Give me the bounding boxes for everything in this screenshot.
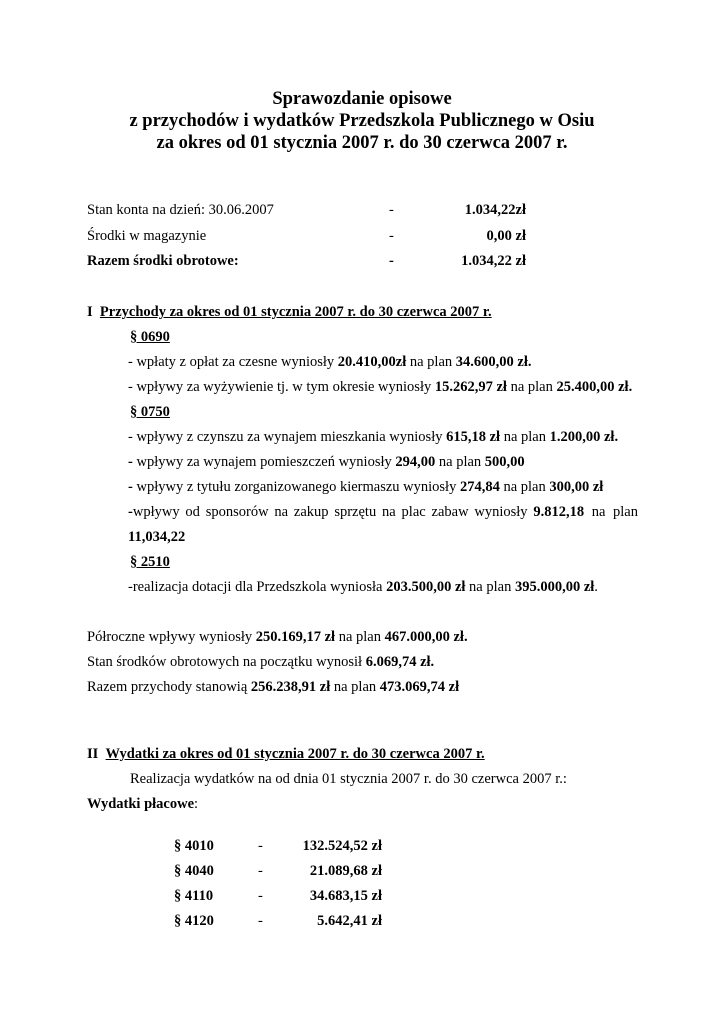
income-line-fees-plan-label: na plan — [406, 354, 456, 370]
title-line-2: z przychodów i wydatków Przedszkola Publicznego w Osiu — [129, 111, 595, 131]
wage-row-value: 5.642,41 zł — [317, 913, 382, 929]
income-line-rent — [128, 427, 618, 447]
summary-row-2-dash: - — [389, 228, 394, 244]
summary-row-1-dash: - — [389, 202, 394, 218]
paragraph-2510-label: § 2510 — [130, 554, 170, 570]
income-line-fair-dash: - — [128, 479, 133, 495]
income-line-sponsors-amount: 9.812,18 — [533, 504, 585, 520]
income-line-fair-amount: 274,84 — [459, 479, 500, 495]
income-line-subsidy — [128, 577, 598, 597]
summary-row-3-label: Razem środki obrotowe: — [87, 253, 239, 269]
income-line-rooms-plan-label: na plan — [435, 454, 485, 470]
paragraph-0690-label: § 0690 — [130, 329, 170, 345]
wage-row-dash: - — [258, 838, 263, 854]
income-line-subsidy-text: -realizacja dotacji dla Przedszkola wyniosła — [128, 579, 387, 595]
wage-row-value: 132.524,52 zł — [302, 838, 382, 854]
summary-row-1-value: 1.034,22zł — [464, 202, 526, 218]
paragraph-2510 — [130, 552, 170, 572]
income-line-rent-text: - wpływy z czynszu za wynajem mieszkania wyniosły — [128, 429, 447, 445]
income-line-subsidy-period: . — [594, 579, 598, 595]
income-line-rooms-text: wpływy za wynajem pomieszczeń wyniosły — [132, 454, 396, 470]
income-line-fair-plan-label: na plan — [499, 479, 550, 495]
wage-row-code: § 4120 — [174, 913, 214, 929]
paragraph-0750-label: § 0750 — [130, 404, 170, 420]
wage-row-value: 34.683,15 zł — [309, 888, 382, 904]
section-2-intro: Realizacja wydatków na od dnia 01 stycznia 2007 r. do 30 czerwca 2007 r.: — [130, 771, 567, 787]
income-line-meals-plan: 25.400,00 zł. — [556, 379, 633, 395]
paragraph-0690 — [130, 327, 170, 347]
income-line-subsidy-plan-label: na plan — [465, 579, 515, 595]
wage-row-dash: - — [258, 863, 263, 879]
title-line-3: za okres od 01 stycznia 2007 r. do 30 czerwca 2007 r. — [156, 133, 568, 153]
income-line-rooms-dash: - — [128, 454, 133, 470]
income-line-sponsors-plan: 11,034,22 — [128, 529, 186, 545]
income-line-fees-plan: 34.600,00 zł. — [455, 354, 532, 370]
income-line-fees-text: - wpłaty z opłat za czesne wyniosły — [128, 354, 338, 370]
totals-total-income-plan: 473.069,74 zł — [379, 679, 460, 695]
income-line-rooms-amount: 294,00 — [395, 454, 436, 470]
section-1-numeral: I — [87, 304, 93, 320]
totals-total-income-amount: 256.238,91 zł — [250, 679, 331, 695]
wage-row-dash: - — [258, 888, 263, 904]
income-line-fair — [128, 477, 603, 497]
income-line-sponsors-dash: - — [128, 504, 133, 520]
income-line-fees-amount: 20.410,00zł — [337, 354, 407, 370]
income-line-fees — [128, 352, 532, 372]
totals-half-year-text: Półroczne wpływy wyniosły — [87, 629, 256, 645]
income-line-rooms-plan: 500,00 — [484, 454, 525, 470]
wage-row-code: § 4110 — [174, 888, 214, 904]
document-title — [0, 88, 724, 154]
wage-row-value: 21.089,68 zł — [309, 863, 382, 879]
totals-half-year-plan: 467.000,00 zł. — [384, 629, 468, 645]
income-line-sponsors-plan-label: na plan — [584, 504, 638, 520]
totals-line-half-year — [87, 627, 468, 647]
income-line-sponsors — [128, 502, 638, 522]
income-line-sponsors-right — [533, 502, 638, 522]
title-line-1: Sprawozdanie opisowe — [272, 89, 452, 109]
wages-label-text: Wydatki płacowe — [87, 796, 195, 812]
totals-opening-balance-text: Stan środków obrotowych na początku wynosił — [87, 654, 366, 670]
totals-total-income-text: Razem przychody stanowią — [87, 679, 251, 695]
totals-opening-balance-amount: 6.069,74 zł. — [365, 654, 435, 670]
totals-half-year-amount: 250.169,17 zł — [255, 629, 336, 645]
income-line-sponsors-text — [128, 502, 528, 522]
income-line-subsidy-amount: 203.500,00 zł — [386, 579, 466, 595]
totals-half-year-plan-label: na plan — [335, 629, 385, 645]
summary-row-2-value: 0,00 zł — [486, 228, 526, 244]
section-1-heading — [87, 302, 492, 322]
income-line-rent-plan-label: na plan — [500, 429, 550, 445]
wage-row-code: § 4040 — [174, 863, 214, 879]
income-line-meals — [128, 377, 632, 397]
wage-row-code: § 4010 — [174, 838, 214, 854]
section-1-heading-text: Przychody za okres od 01 stycznia 2007 r. do 30 czerwca 2007 r. — [99, 304, 492, 320]
income-line-rent-plan: 1.200,00 zł. — [549, 429, 619, 445]
wages-label — [87, 794, 198, 814]
summary-row-3-dash: - — [389, 253, 394, 269]
summary-row-3-value: 1.034,22 zł — [461, 253, 526, 269]
totals-line-opening-balance — [87, 652, 434, 672]
wages-label-colon: : — [194, 796, 199, 812]
income-line-subsidy-plan: 395.000,00 zł — [514, 579, 595, 595]
income-line-meals-text: - wpływy za wyżywienie tj. w tym okresie wyniosły — [128, 379, 435, 395]
income-line-fair-plan: 300,00 zł — [549, 479, 604, 495]
section-2-heading — [87, 744, 485, 764]
wage-row-dash: - — [258, 913, 263, 929]
income-line-sponsors-desc: wpływy od sponsorów na zakup sprzętu na plac zabaw wyniosły — [132, 504, 528, 520]
totals-total-income-plan-label: na plan — [330, 679, 380, 695]
summary-row-2-label: Środki w magazynie — [87, 228, 207, 244]
income-line-rooms — [128, 452, 525, 472]
income-line-meals-amount: 15.262,97 zł — [434, 379, 507, 395]
section-2-heading-text: Wydatki za okres od 01 stycznia 2007 r. do 30 czerwca 2007 r. — [105, 746, 485, 762]
section-2-numeral: II — [87, 746, 99, 762]
paragraph-0750 — [130, 402, 170, 422]
totals-line-total-income — [87, 677, 459, 697]
income-line-meals-plan-label: na plan — [506, 379, 557, 395]
income-line-rent-amount: 615,18 zł — [446, 429, 501, 445]
income-line-fair-text: wpływy z tytułu zorganizowanego kiermaszu wyniosły — [132, 479, 460, 495]
summary-row-1-label: Stan konta na dzień: 30.06.2007 — [87, 202, 274, 218]
